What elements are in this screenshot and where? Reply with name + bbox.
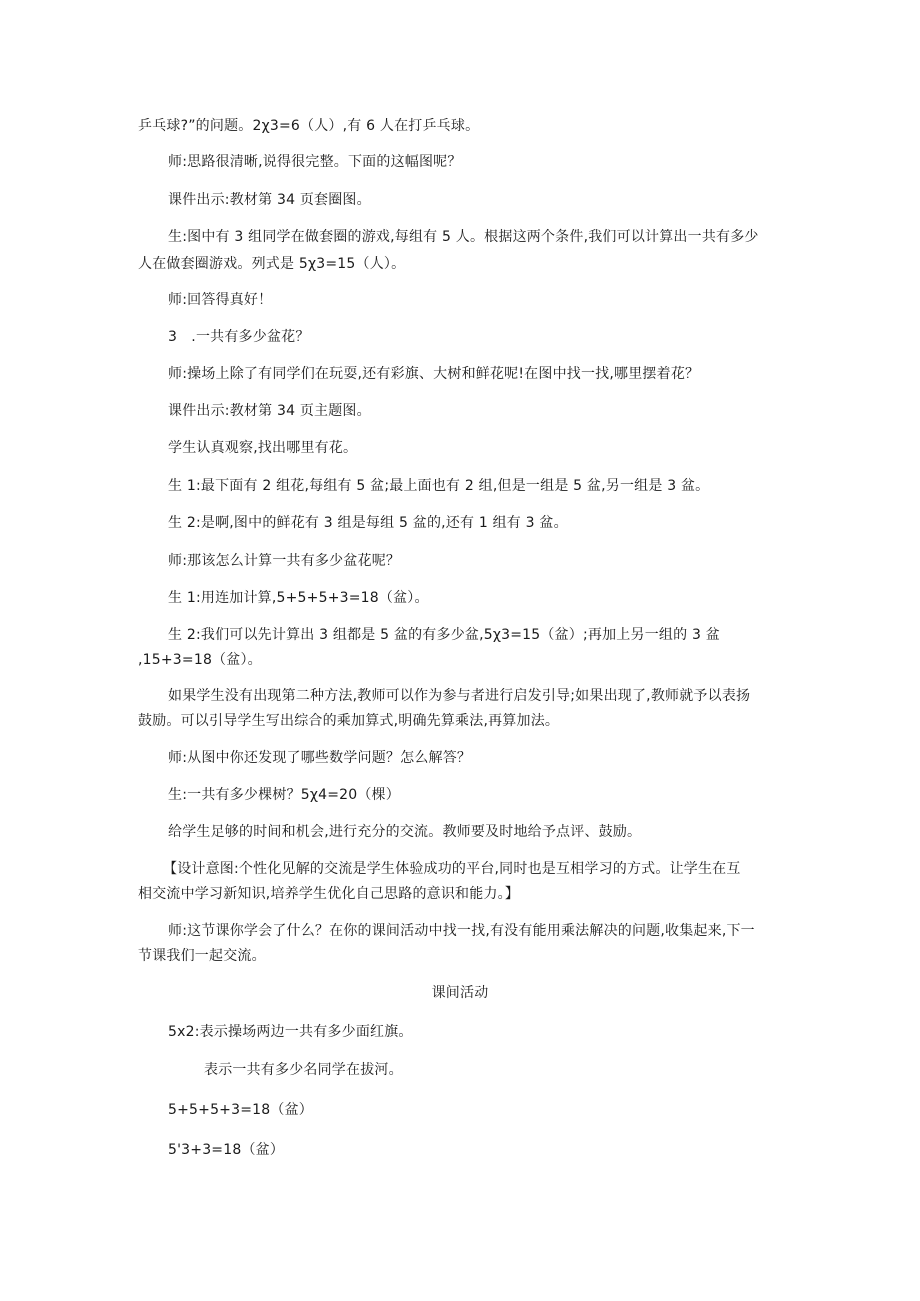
section-heading: 课间活动 xyxy=(431,985,489,1001)
text-line: 人在做套圈游戏。列式是 5χ3=15（人）。 xyxy=(138,256,406,272)
text-line: 生 2:是啊,图中的鲜花有 3 组是每组 5 盆的,还有 1 组有 3 盆。 xyxy=(168,515,568,531)
text-line: 如果学生没有出现第二种方法,教师可以作为参与者进行启发引导;如果出现了,教师就予以表扬 xyxy=(168,688,751,704)
text-line: 师:那该怎么计算一共有多少盆花呢？ xyxy=(168,553,401,569)
text-line: 师:思路很清晰,说得很完整。下面的这幅图呢？ xyxy=(168,154,462,170)
text-line: 乒乓球?”的问题。2χ3=6（人）,有 6 人在打乒乓球。 xyxy=(138,118,480,134)
design-intent: 相交流中学习新知识,培养学生优化自己思路的意识和能力。】 xyxy=(138,886,520,902)
text-line: 师:这节课你学会了什么？在你的课间活动中找一找,有没有能用乘法解决的问题,收集起来,下一 xyxy=(168,923,755,939)
activity-line: 5+5+5+3=18（盆） xyxy=(168,1102,313,1118)
design-intent: 【设计意图:个性化见解的交流是学生体验成功的平台,同时也是互相学习的方式。让学生在互 xyxy=(163,861,741,877)
text-line: 鼓励。可以引导学生写出综合的乘加算式,明确先算乘法,再算加法。 xyxy=(138,713,560,729)
text-line: 生:一共有多少棵树？5χ4=20（棵） xyxy=(168,787,400,803)
text-line: 生 1:用连加计算,5+5+5+3=18（盆）。 xyxy=(168,590,429,606)
text-line: ,15+3=18（盆）。 xyxy=(138,652,262,668)
text-line: 师:从图中你还发现了哪些数学问题？怎么解答？ xyxy=(168,750,472,766)
text-line: 给学生足够的时间和机会,进行充分的交流。教师要及时地给予点评、鼓励。 xyxy=(168,824,642,840)
activity-line: 5'3+3=18（盆） xyxy=(168,1142,285,1158)
text-line: 课件出示:教材第 34 页主题图。 xyxy=(168,403,371,419)
text-line: 学生认真观察,找出哪里有花。 xyxy=(168,440,358,456)
text-line: 生 1:最下面有 2 组花,每组有 5 盆;最上面也有 2 组,但是一组是 5 盆,另一组是 3 盆。 xyxy=(168,478,710,494)
text-line: 师:回答得真好！ xyxy=(168,292,273,308)
section-number: 3 .一共有多少盆花？ xyxy=(168,329,310,345)
text-line: 课件出示:教材第 34 页套圈图。 xyxy=(168,192,371,208)
text-line: 节课我们一起交流。 xyxy=(138,948,266,964)
activity-line: 5x2:表示操场两边一共有多少面红旗。 xyxy=(168,1024,413,1040)
text-line: 生:图中有 3 组同学在做套圈的游戏,每组有 5 人。根据这两个条件,我们可以计算出一共有多少 xyxy=(168,229,759,245)
text-line: 生 2:我们可以先计算出 3 组都是 5 盆的有多少盆,5χ3=15（盆）;再加上另一组的 3 盆 xyxy=(168,627,720,643)
activity-line: 表示一共有多少名同学在拔河。 xyxy=(204,1062,403,1078)
text-line: 师:操场上除了有同学们在玩耍,还有彩旗、大树和鲜花呢!在图中找一找,哪里摆着花？ xyxy=(168,366,700,382)
